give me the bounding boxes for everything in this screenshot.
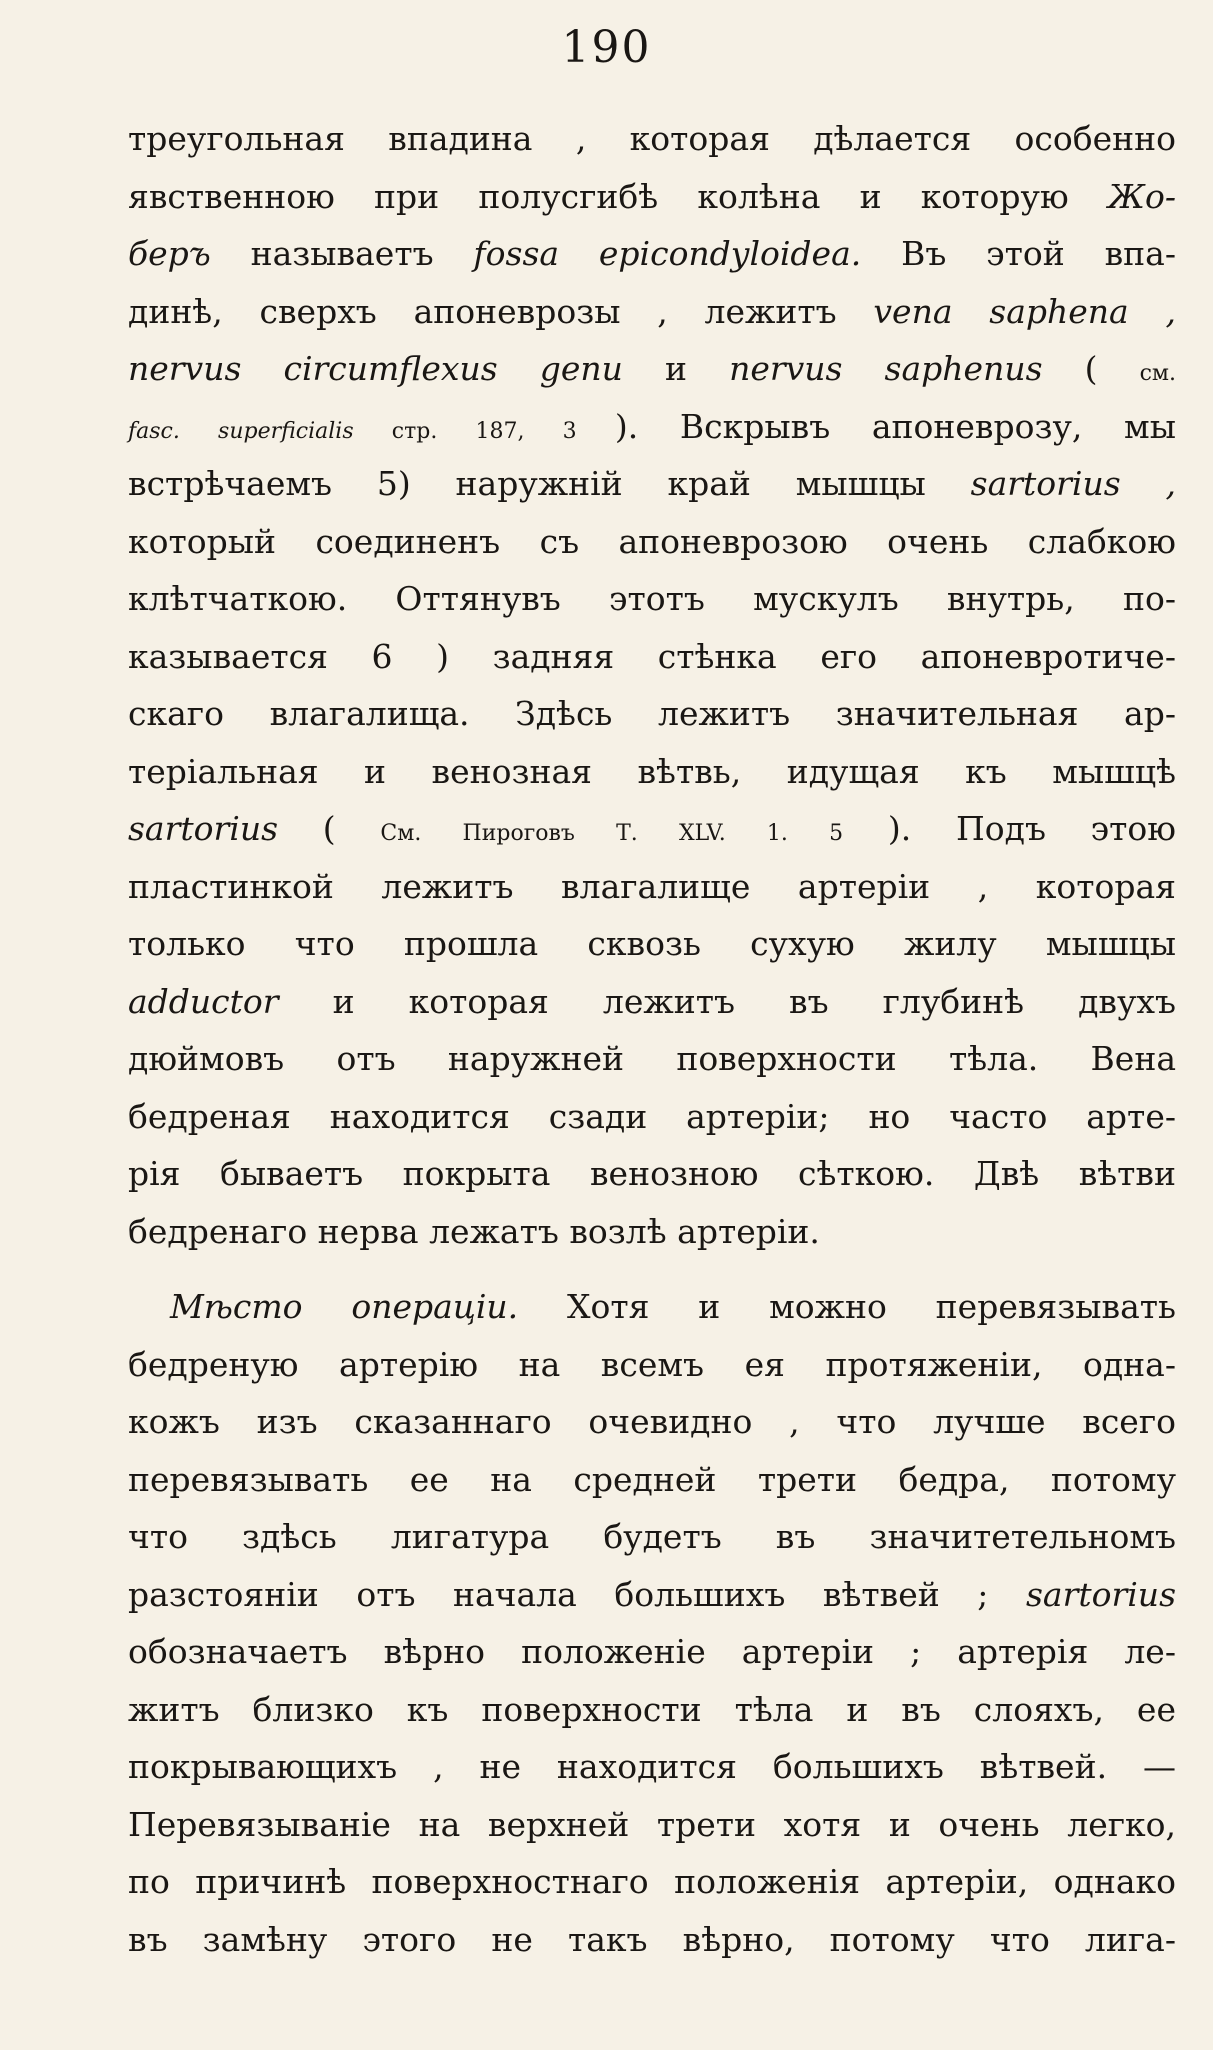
text-line (128, 1336, 1176, 1394)
text-segment: Хотя и можно перевязывать (518, 1287, 1176, 1326)
text-segment: бедреную артерію на всемъ ея протяженіи, одна- (128, 1344, 1176, 1384)
text-line (128, 743, 1176, 801)
text-segment: см. (1139, 361, 1176, 386)
text-segment: бедренаго нерва лежатъ возлѣ артеріи. (128, 1211, 820, 1251)
text-segment: явственною при полусгибѣ колѣна и которую (128, 176, 1108, 216)
text-line (128, 398, 1176, 456)
text-segment: встрѣчаемъ 5) наружній край мышцы (128, 464, 971, 503)
text-segment: sartorius , (970, 464, 1176, 503)
text-line (128, 1796, 1176, 1854)
text-segment: пластинкой лежитъ влагалище артеріи , которая (128, 866, 1176, 906)
text-segment: ( (1042, 349, 1140, 388)
text-segment: покрывающихъ , не находится большихъ вѣтвей. — (128, 1747, 1176, 1786)
text-line (128, 513, 1176, 571)
text-segment: ). Подъ этою (843, 809, 1176, 848)
text-line (128, 1030, 1176, 1088)
text-segment: разстояніи отъ начала большихъ вѣтвей ; (128, 1574, 1026, 1614)
text-line (128, 1911, 1176, 1969)
text-segment: обозначаетъ вѣрно положеніе артеріи ; артерія ле- (128, 1632, 1176, 1671)
text-segment: житъ близко къ поверхности тѣла и въ слояхъ, ее (128, 1689, 1176, 1729)
text-segment: См. Пироговъ Т. XLV. 1. 5 (380, 821, 844, 846)
text-segment: fasc. superficialis (128, 418, 354, 444)
text-segment: sartorius (128, 809, 279, 848)
text-line (128, 1566, 1176, 1624)
page-number: 190 (561, 22, 652, 73)
text-line (128, 1681, 1176, 1739)
text-segment: и (622, 349, 730, 388)
text-segment: перевязывать ее на средней трети бедра, потому (128, 1459, 1176, 1499)
text-segment: Въ этой впа- (861, 234, 1176, 273)
text-segment: nervus circumflexus genu (128, 349, 623, 388)
text-line (128, 973, 1176, 1031)
text-segment: беръ (128, 234, 211, 273)
text-line (128, 858, 1176, 916)
text-line (128, 1451, 1176, 1509)
text-line (128, 800, 1176, 858)
text-segment: треугольная впадина , которая дѣлается особенно (128, 119, 1176, 158)
text-segment: казывается 6 ) задняя стѣнка его апоневротиче- (128, 636, 1176, 676)
text-segment: бедреная находится сзади артеріи; но часто арте- (128, 1096, 1176, 1136)
text-line (128, 168, 1176, 226)
text-segment: ). Вскрывъ апоневрозу, мы (614, 406, 1176, 446)
text-segment: который соединенъ съ апоневрозою очень слабкою (128, 521, 1176, 561)
text-segment: adductor (128, 981, 279, 1021)
text-segment: рія бываетъ покрыта венозною сѣткою. Двѣ вѣтви (128, 1154, 1176, 1193)
text-segment: дюймовъ отъ наружней поверхности тѣла. Вена (128, 1039, 1176, 1078)
text-segment: vena saphena , (873, 291, 1177, 331)
text-segment: ( (278, 809, 381, 848)
text-line (128, 340, 1176, 398)
text-line (128, 1145, 1176, 1203)
body-text (128, 110, 1176, 1968)
text-segment: называетъ (210, 234, 474, 273)
text-segment: nervus saphenus (729, 349, 1043, 388)
text-line (128, 283, 1176, 341)
text-segment: sartorius (1025, 1574, 1176, 1614)
text-segment: кожъ изъ сказаннаго очевидно , что лучше всего (128, 1402, 1176, 1441)
text-line (128, 1738, 1176, 1796)
text-segment: только что прошла сквозь сухую жилу мышцы (128, 924, 1176, 963)
text-line (128, 628, 1176, 686)
text-segment: и которая лежитъ въ глубинѣ двухъ (278, 981, 1176, 1021)
text-segment: Жо- (1107, 176, 1176, 216)
text-line (128, 915, 1176, 973)
text-segment: Перевязываніе на верхней трети хотя и очень легко, (128, 1804, 1176, 1844)
text-segment: по причинѣ поверхностнаго положенія артеріи, однако (128, 1862, 1176, 1901)
text-segment: въ замѣну этого не такъ вѣрно, потому что лига- (128, 1919, 1176, 1959)
text-segment: клѣтчаткою. Оттянувъ этотъ мускулъ внутрь, по- (128, 579, 1176, 618)
text-line (128, 1508, 1176, 1566)
text-line (128, 1278, 1176, 1336)
text-segment: теріальная и венозная вѣтвь, идущая къ мышцѣ (128, 751, 1176, 791)
text-line (128, 570, 1176, 628)
text-segment: что здѣсь лигатура будетъ въ значитетельномъ (128, 1517, 1176, 1556)
text-line (128, 1203, 1176, 1261)
text-line (128, 1088, 1176, 1146)
text-line (128, 225, 1176, 283)
text-segment: fossa epicondyloidea. (473, 234, 862, 273)
text-segment: скаго влагалища. Здѣсь лежитъ значительная ар- (128, 694, 1176, 733)
text-line (128, 685, 1176, 743)
text-segment: динѣ, сверхъ апоневрозы , лежитъ (128, 291, 874, 331)
text-segment: стр. 187, 3 (353, 418, 615, 444)
text-segment: Мѣсто операціи. (170, 1287, 519, 1326)
text-line (128, 110, 1176, 168)
text-line (128, 1623, 1176, 1681)
text-line (128, 455, 1176, 513)
text-line (128, 1393, 1176, 1451)
text-line (128, 1853, 1176, 1911)
